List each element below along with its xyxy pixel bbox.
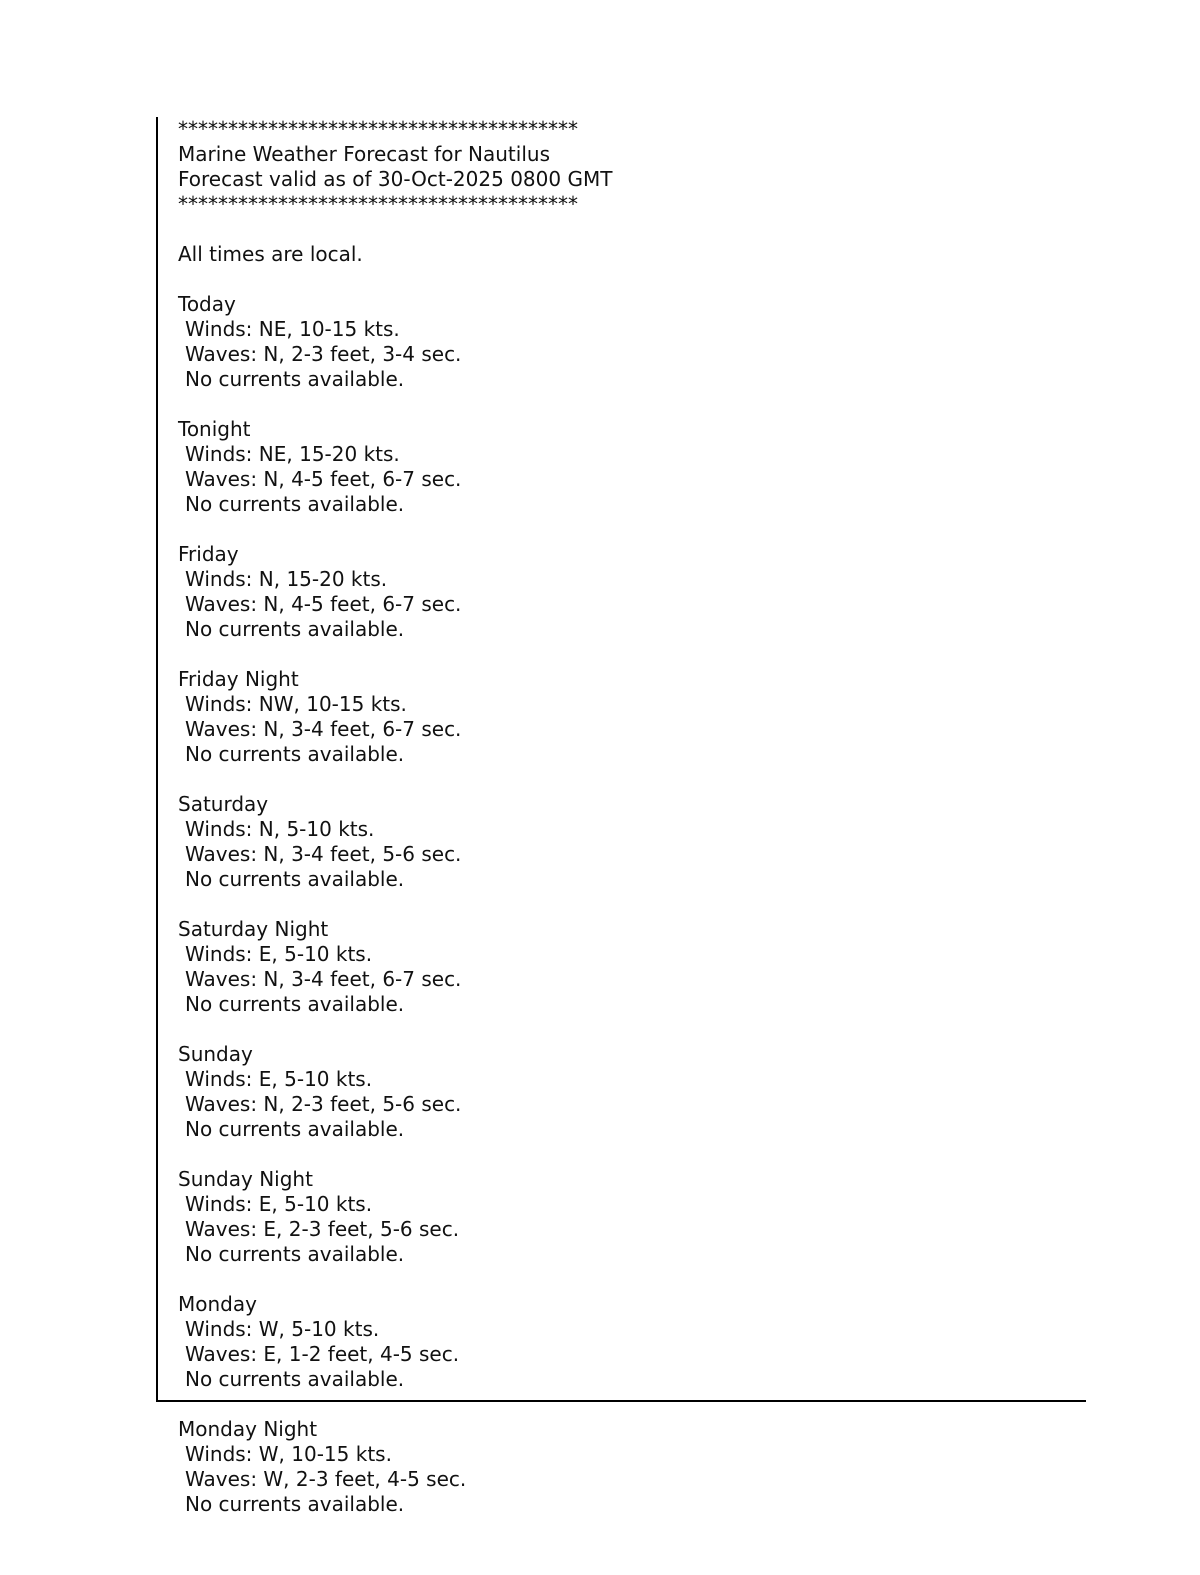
forecast-waves-line: Waves: N, 4-5 feet, 6-7 sec. xyxy=(185,592,462,616)
forecast-waves-line: Waves: N, 3-4 feet, 6-7 sec. xyxy=(185,967,462,991)
forecast-day-heading: Saturday xyxy=(178,792,269,816)
forecast-winds-line: Winds: NE, 15-20 kts. xyxy=(185,442,400,466)
forecast-waves-line: Waves: N, 2-3 feet, 5-6 sec. xyxy=(185,1092,462,1116)
forecast-currents-line: No currents available. xyxy=(185,492,405,516)
divider-line-bottom: **************************************** xyxy=(178,192,578,216)
forecast-section xyxy=(178,917,612,1017)
forecast-waves-line: Waves: E, 1-2 feet, 4-5 sec. xyxy=(185,1342,460,1366)
forecast-day-heading: Tonight xyxy=(178,417,251,441)
forecast-day-heading: Sunday Night xyxy=(178,1167,313,1191)
forecast-waves-line: Waves: N, 3-4 feet, 5-6 sec. xyxy=(185,842,462,866)
forecast-winds-line: Winds: W, 10-15 kts. xyxy=(185,1442,392,1466)
forecast-section xyxy=(178,542,612,642)
forecast-currents-line: No currents available. xyxy=(185,1242,405,1266)
forecast-currents-line: No currents available. xyxy=(185,742,405,766)
forecast-winds-line: Winds: E, 5-10 kts. xyxy=(185,1067,373,1091)
forecast-currents-line: No currents available. xyxy=(185,617,405,641)
forecast-day-heading: Monday Night xyxy=(178,1417,318,1441)
forecast-valid-line: Forecast valid as of 30-Oct-2025 0800 GMT xyxy=(178,167,613,191)
forecast-title: Marine Weather Forecast for Nautilus xyxy=(178,142,550,166)
times-note: All times are local. xyxy=(178,242,363,266)
forecast-section xyxy=(178,1417,612,1517)
forecast-currents-line: No currents available. xyxy=(185,867,405,891)
forecast-currents-line: No currents available. xyxy=(185,1117,405,1141)
forecast-winds-line: Winds: N, 5-10 kts. xyxy=(185,817,375,841)
forecast-day-heading: Saturday Night xyxy=(178,917,329,941)
forecast-day-heading: Friday xyxy=(178,542,239,566)
forecast-day-heading: Friday Night xyxy=(178,667,299,691)
forecast-waves-line: Waves: N, 4-5 feet, 6-7 sec. xyxy=(185,467,462,491)
forecast-winds-line: Winds: N, 15-20 kts. xyxy=(185,567,388,591)
forecast-waves-line: Waves: E, 2-3 feet, 5-6 sec. xyxy=(185,1217,460,1241)
forecast-winds-line: Winds: W, 5-10 kts. xyxy=(185,1317,380,1341)
forecast-day-heading: Sunday xyxy=(178,1042,253,1066)
forecast-currents-line: No currents available. xyxy=(185,1367,405,1391)
forecast-currents-line: No currents available. xyxy=(185,1492,405,1516)
forecast-section xyxy=(178,1292,612,1392)
forecast-section xyxy=(178,1042,612,1142)
forecast-currents-line: No currents available. xyxy=(185,367,405,391)
forecast-section xyxy=(178,667,612,767)
forecast-section xyxy=(178,1167,612,1267)
forecast-winds-line: Winds: NE, 10-15 kts. xyxy=(185,317,400,341)
forecast-sections xyxy=(178,292,612,1517)
forecast-currents-line: No currents available. xyxy=(185,992,405,1016)
forecast-section xyxy=(178,792,612,892)
forecast-waves-line: Waves: W, 2-3 feet, 4-5 sec. xyxy=(185,1467,467,1491)
forecast-winds-line: Winds: E, 5-10 kts. xyxy=(185,942,373,966)
forecast-winds-line: Winds: NW, 10-15 kts. xyxy=(185,692,407,716)
forecast-waves-line: Waves: N, 2-3 feet, 3-4 sec. xyxy=(185,342,462,366)
forecast-winds-line: Winds: E, 5-10 kts. xyxy=(185,1192,373,1216)
forecast-section xyxy=(178,417,612,517)
forecast-day-heading: Today xyxy=(178,292,236,316)
forecast-section xyxy=(178,292,612,392)
forecast-waves-line: Waves: N, 3-4 feet, 6-7 sec. xyxy=(185,717,462,741)
divider-line-top: **************************************** xyxy=(178,117,578,141)
forecast-text xyxy=(178,117,612,1517)
forecast-day-heading: Monday xyxy=(178,1292,257,1316)
